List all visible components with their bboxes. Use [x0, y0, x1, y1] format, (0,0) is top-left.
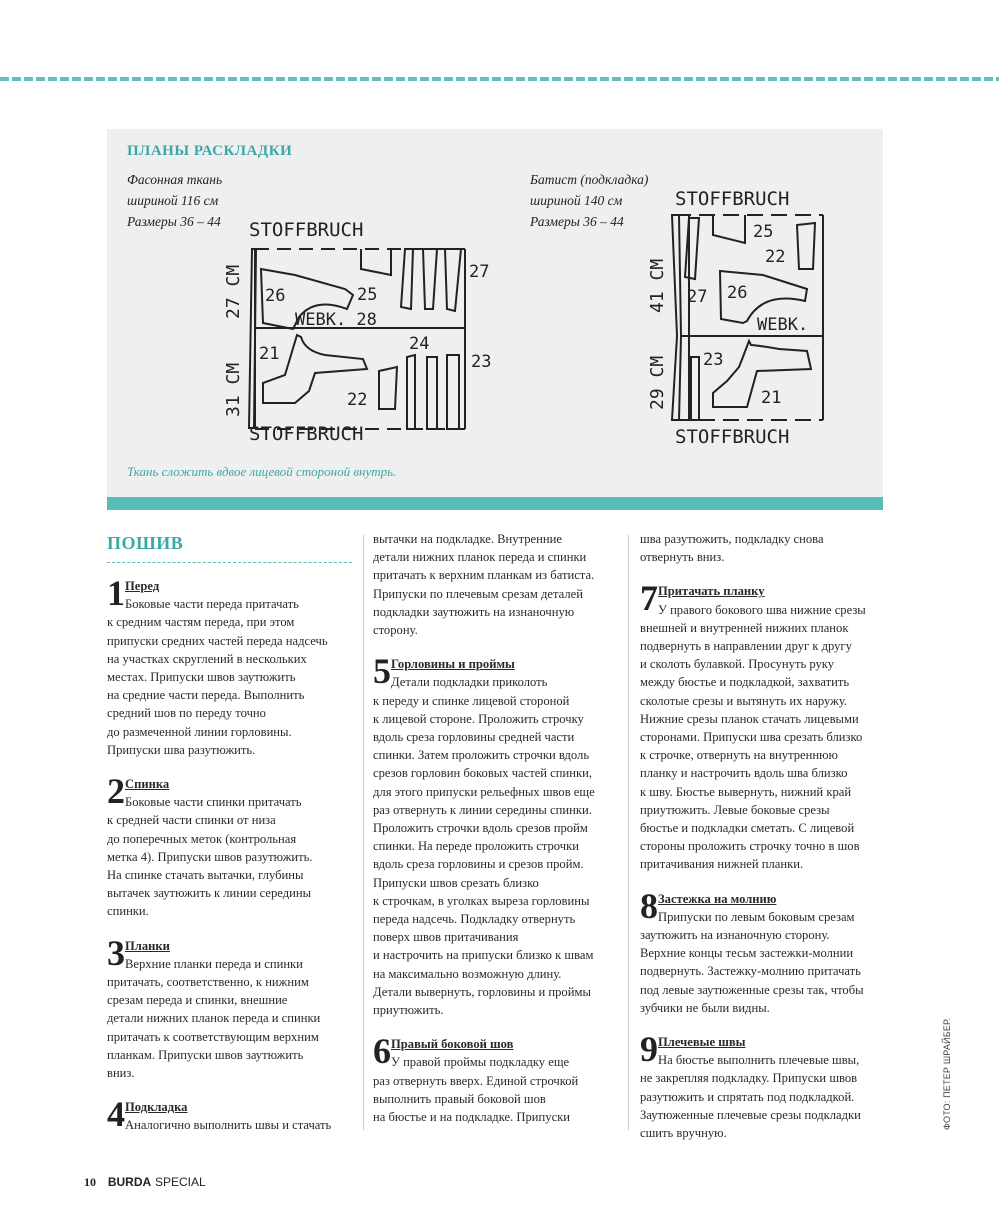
- step-text: Аналогично выполнить швы и стачать: [125, 1118, 332, 1133]
- step-text: Верхние планки переда и спинки: [125, 956, 303, 971]
- text-line: на бюстье и на подкладке. Припуски: [373, 1110, 571, 1125]
- step-title: Подкладка: [125, 1100, 188, 1115]
- fabric-sizes: Размеры 36 – 44: [530, 214, 624, 229]
- selvage-label: WEBK.: [757, 315, 809, 335]
- fabric-sizes: Размеры 36 – 44: [127, 214, 221, 229]
- step-4-continued: [373, 530, 618, 639]
- step-title: Правый боковой шов: [391, 1037, 514, 1052]
- step-number: 9: [640, 1029, 658, 1070]
- text-column-2: [373, 530, 618, 1142]
- text-line: и настрочить на припуски близко к швам: [373, 948, 594, 963]
- text-line: средний шов по переду точно: [107, 706, 266, 721]
- piece-label: 21: [761, 388, 782, 408]
- step-body: [640, 530, 885, 566]
- fabric-width: шириной 140 см: [530, 193, 623, 208]
- text-line: между бюстье и подкладкой, захватить: [640, 675, 850, 690]
- text-line: подкладки заутюжить на изнаночную: [373, 604, 575, 619]
- step-number: 5: [373, 651, 391, 692]
- step-number: 8: [640, 885, 658, 926]
- fold-label-top: STOFFBRUCH: [249, 219, 364, 241]
- piece-label: 27: [469, 262, 490, 282]
- fold-label-top: STOFFBRUCH: [675, 188, 790, 210]
- text-line: притачать к соответствующим верхним: [107, 1029, 319, 1044]
- step-body: [107, 973, 352, 1082]
- step-body: [107, 613, 352, 759]
- text-line: к средним частям переда, при этом: [107, 615, 295, 630]
- text-line: на максимально возможную длину.: [373, 966, 562, 981]
- text-line: сторону.: [373, 623, 418, 638]
- text-line: притачать к верхним планкам из батиста.: [373, 568, 595, 583]
- text-line: Верхние концы тесьм застежки-молнии: [640, 946, 854, 961]
- text-line: метка 4). Припуски швов разутюжить.: [107, 849, 313, 864]
- photo-credit: ФОТО: ПЕТЕР ШРАЙБЕР.: [942, 1017, 952, 1130]
- layout-plans-title: ПЛАНЫ РАСКЛАДКИ: [127, 143, 293, 159]
- step-3: [107, 932, 352, 1083]
- step-title: Застежка на молнию: [658, 891, 777, 906]
- text-line: Припуски швов срезать близко: [373, 875, 539, 890]
- accent-bar: [107, 497, 883, 510]
- step-text: Припуски по левым боковым срезам: [658, 909, 855, 924]
- decorative-stitch-line: [0, 77, 999, 81]
- text-line: вниз.: [107, 1066, 135, 1081]
- fabric-info-lining: [530, 169, 648, 232]
- step-text: Боковые части спинки притачать: [125, 795, 302, 810]
- column-divider: [363, 535, 364, 1130]
- step-title: Перед: [125, 579, 160, 593]
- text-line: притачивания нижней планки.: [640, 857, 804, 872]
- step-1: [107, 573, 352, 759]
- text-line: выполнить правый боковой шов: [373, 1091, 546, 1106]
- text-line: к средней части спинки от низа: [107, 813, 276, 828]
- text-line: на участках скруглений в нескольких: [107, 651, 307, 666]
- step-number: 6: [373, 1031, 391, 1072]
- piece-label: 24: [409, 334, 430, 354]
- dimension-top: 27 CM: [223, 264, 244, 319]
- selvage-label: WEBK. 28: [295, 310, 377, 330]
- piece-label: 26: [265, 286, 286, 306]
- fabric-name: Фасонная ткань: [127, 172, 223, 187]
- cutting-plan-main-fabric: [215, 219, 505, 451]
- text-line: На спинке стачать вытачки, глубины: [107, 868, 304, 883]
- text-line: шва разутюжить, подкладку снова: [640, 532, 824, 546]
- fabric-name: Батист (подкладка): [530, 172, 649, 187]
- text-line: для этого припуски рельефных швов еще: [373, 784, 595, 799]
- text-line: приутюжить. Левые боковые срезы: [640, 802, 830, 817]
- dimension-top: 41 CM: [647, 258, 668, 313]
- text-line: Припуски по плечевым срезам деталей: [373, 586, 583, 601]
- brand-subtitle: SPECIAL: [155, 1175, 206, 1189]
- text-line: вытачек заутюжить к линии середины: [107, 886, 312, 901]
- piece-label: 25: [357, 285, 378, 305]
- text-line: подвернуть. Застежку-молнию притачать: [640, 964, 861, 979]
- text-line: сшить вручную.: [640, 1126, 727, 1141]
- text-line: детали нижних планок переда и спинки: [107, 1011, 321, 1026]
- text-line: приутюжить.: [373, 1003, 444, 1018]
- text-line: Припуски шва разутюжить.: [107, 742, 256, 757]
- step-number: 4: [107, 1094, 125, 1135]
- text-line: срезов горловин боковых частей спинки,: [373, 766, 593, 781]
- text-line: сколотые срезы и вытянуть их наружу.: [640, 693, 848, 708]
- brand-name: BURDA: [107, 1175, 152, 1189]
- text-line: раз отвернуть вверх. Единой строчкой: [373, 1073, 579, 1088]
- text-line: спинки.: [107, 904, 149, 919]
- step-text: У правого бокового шва нижние срезы: [658, 602, 866, 617]
- text-line: к строчке, отвернуть на внутреннюю: [640, 748, 838, 763]
- step-body: [373, 530, 618, 639]
- text-column-1: [107, 530, 352, 1151]
- text-line: до размеченной линии горловины.: [107, 724, 292, 739]
- text-line: заутюжить на изнаночную сторону.: [640, 928, 830, 943]
- text-line: переда надсечь. Подкладку отвернуть: [373, 912, 576, 927]
- step-4: [107, 1094, 352, 1135]
- piece-label: 22: [347, 390, 368, 410]
- page-footer: [84, 1175, 206, 1190]
- page-number: 10: [84, 1175, 96, 1189]
- step-body: [107, 811, 352, 920]
- text-line: зубчики не были видны.: [640, 1000, 770, 1015]
- step-9: [640, 1029, 885, 1142]
- title-divider: [107, 562, 352, 563]
- text-line: планку и настрочить вдоль шва близко: [640, 766, 848, 781]
- sewing-title: ПОШИВ: [107, 533, 184, 553]
- step-body: [640, 1069, 885, 1142]
- fold-label-bottom: STOFFBRUCH: [249, 423, 364, 445]
- step-body: [640, 926, 885, 1017]
- text-line: разутюжить и спрятать под подкладкой.: [640, 1089, 855, 1104]
- text-line: и сколоть булавкой. Просунуть руку: [640, 657, 835, 672]
- step-6: [373, 1031, 618, 1126]
- text-line: местах. Припуски швов заутюжить: [107, 670, 296, 685]
- step-text: У правой проймы подкладку еще: [391, 1055, 570, 1070]
- text-line: припуски средних частей переда надсечь: [107, 633, 328, 648]
- text-column-3: [640, 530, 885, 1158]
- step-title: Горловины и проймы: [391, 657, 515, 672]
- piece-label: 23: [471, 352, 492, 372]
- step-title: Спинка: [125, 777, 170, 792]
- step-5: [373, 651, 618, 1019]
- text-line: отвернуть вниз.: [640, 550, 725, 565]
- step-body: [373, 1072, 618, 1127]
- text-line: не закрепляя подкладку. Припуски швов: [640, 1071, 858, 1086]
- text-line: раз отвернуть к линии середины спинки.: [373, 802, 592, 817]
- text-line: под левые заутюженные срезы так, чтобы: [640, 982, 864, 997]
- text-line: к переду и спинке лицевой стороной: [373, 693, 570, 708]
- step-7: [640, 578, 885, 873]
- piece-label: 26: [727, 283, 748, 303]
- text-line: вдоль среза горловины и срезов пройм.: [373, 857, 584, 872]
- piece-label: 25: [753, 222, 774, 242]
- step-6-continued: [640, 530, 885, 566]
- step-text: На бюстье выполнить плечевые швы,: [658, 1053, 860, 1068]
- text-line: бюстье и подкладки сметать. С лицевой: [640, 821, 855, 836]
- text-line: до поперечных меток (контрольная: [107, 831, 297, 846]
- text-line: спинки. На переде проложить строчки: [373, 839, 579, 854]
- text-line: Заутюженные плечевые срезы подкладки: [640, 1107, 861, 1122]
- text-line: к лицевой стороне. Проложить строчку: [373, 711, 584, 726]
- dimension-bottom: 31 CM: [223, 362, 244, 417]
- text-line: Детали вывернуть, горловины и проймы: [373, 984, 591, 999]
- step-body: [640, 619, 885, 874]
- fabric-width: шириной 116 см: [127, 193, 219, 208]
- step-body: [373, 692, 618, 1020]
- step-text: Детали подкладки приколоть: [391, 675, 548, 690]
- text-line: детали нижних планок переда и спинки: [373, 550, 587, 565]
- text-line: сторонами. Припуски шва срезать близко: [640, 730, 863, 745]
- dimension-bottom: 29 CM: [647, 355, 668, 410]
- step-number: 2: [107, 771, 125, 812]
- text-line: внешней и внутренней нижних планок: [640, 620, 849, 635]
- text-line: спинки. Затем проложить строчки вдоль: [373, 748, 590, 763]
- fabric-info-main: [127, 169, 222, 232]
- text-line: вытачки на подкладке. Внутренние: [373, 532, 562, 546]
- step-title: Плечевые швы: [658, 1035, 746, 1050]
- text-line: притачать, соответственно, к нижним: [107, 975, 309, 990]
- text-line: вдоль среза горловины средней части: [373, 730, 575, 745]
- text-line: подвернуть в направлении друг к другу: [640, 639, 852, 654]
- step-2: [107, 771, 352, 921]
- text-line: срезам переда и спинки, внешние: [107, 993, 288, 1008]
- piece-label: 21: [259, 344, 280, 364]
- step-title: Планки: [125, 938, 170, 953]
- piece-label: 27: [687, 287, 708, 307]
- text-line: к шву. Бюстье вывернуть, нижний край: [640, 784, 852, 799]
- step-title: Притачать планку: [658, 584, 765, 599]
- step-text: Боковые части переда притачать: [125, 597, 299, 612]
- step-number: 7: [640, 578, 658, 619]
- text-line: планкам. Припуски швов заутюжить: [107, 1047, 304, 1062]
- layout-plans-box: [107, 129, 883, 497]
- text-line: на средние части переда. Выполнить: [107, 688, 305, 703]
- piece-label: 22: [765, 247, 786, 267]
- fold-label-bottom: STOFFBRUCH: [675, 426, 790, 448]
- fold-note: Ткань сложить вдвое лицевой стороной внутрь.: [127, 464, 397, 479]
- text-line: Нижние срезы планок стачать лицевыми: [640, 711, 859, 726]
- piece-label: 23: [703, 350, 724, 370]
- step-8: [640, 885, 885, 1017]
- step-number: 3: [107, 932, 125, 973]
- text-line: к строчкам, в уголках выреза горловины: [373, 893, 590, 908]
- cutting-plan-lining: [643, 185, 843, 455]
- step-number: 1: [107, 573, 125, 613]
- column-divider: [628, 535, 629, 1130]
- text-line: Проложить строчки вдоль срезов пройм: [373, 821, 588, 836]
- text-line: поверх швов притачивания: [373, 930, 519, 945]
- text-line: стороны проложить строчку точно в шов: [640, 839, 860, 854]
